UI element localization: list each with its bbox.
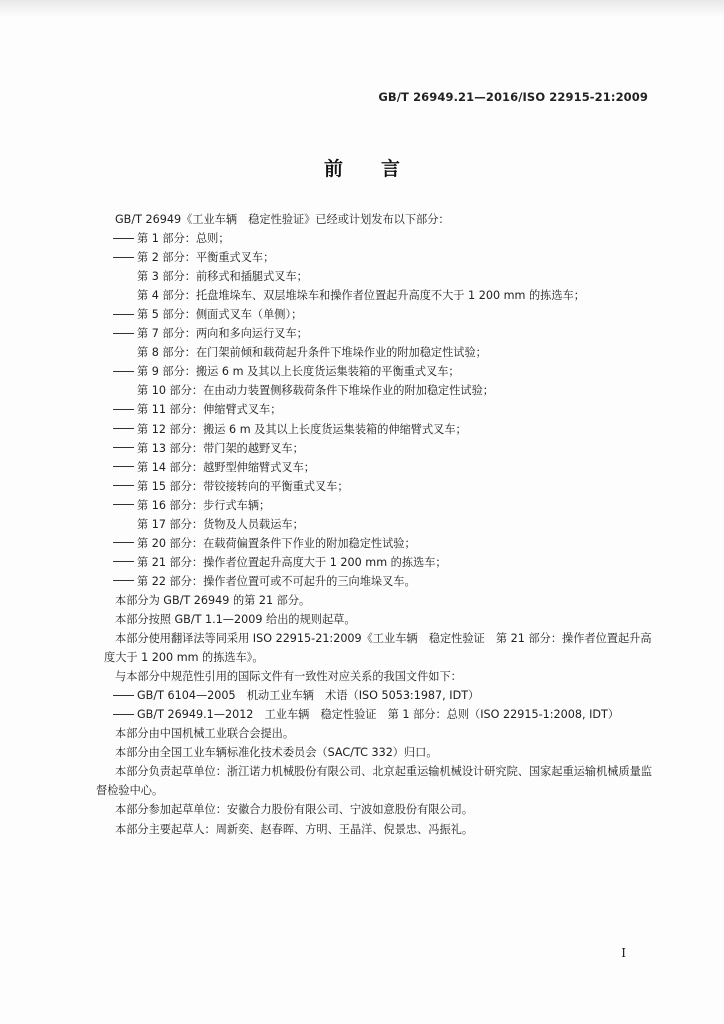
reference-item [104, 686, 652, 705]
part-list-item [104, 362, 652, 381]
part-list-item [104, 324, 652, 343]
part-list-item [104, 458, 652, 477]
dash-mark [113, 542, 134, 543]
part-list-text: 第 3 部分：前移式和插腿式叉车； [137, 270, 308, 284]
page-title: 前言 [323, 158, 438, 180]
paragraph-drafting-rules: 本部分按照 GB/T 1.1—2009 给出的规则起草。 [115, 612, 356, 626]
part-list-text: 第 15 部分：带铰接转向的平衡重式叉车； [137, 479, 349, 493]
part-list-text: 第 2 部分：平衡重式叉车； [137, 251, 275, 265]
part-list-text: 第 10 部分：在由动力装置侧移载荷条件下堆垛作业的附加稳定性试验； [137, 384, 494, 398]
paragraph-proposed-by: 本部分由中国机械工业联合会提出。 [115, 727, 295, 741]
part-list-text: 第 7 部分：两向和多向运行叉车； [137, 327, 308, 341]
dash-mark [113, 580, 134, 581]
dash-mark [113, 314, 134, 315]
reference-item [104, 705, 652, 724]
dash-mark [113, 695, 134, 696]
dash-mark [113, 238, 134, 239]
paragraph-references-intro: 与本部分中规范性引用的国际文件有一致性对应关系的我国文件如下： [115, 670, 462, 684]
dash-mark [113, 257, 134, 258]
part-list-item [104, 229, 652, 248]
dash-mark [113, 561, 134, 562]
part-list-item [104, 572, 652, 591]
part-list-text: 第 16 部分：步行式车辆； [137, 498, 271, 512]
reference-text: GB/T 26949.1—2012 工业车辆 稳定性验证 第 1 部分：总则（ISO 22915-1:2008, IDT） [137, 708, 620, 722]
part-list-text: 第 11 部分：伸缩臂式叉车； [137, 403, 282, 417]
dash-mark [113, 409, 134, 410]
part-list-text: 第 4 部分：托盘堆垛车、双层堆垛车和操作者位置起升高度不大于 1 200 mm 的拣选车； [137, 289, 585, 303]
part-list-text: 第 13 部分：带门架的越野叉车； [137, 441, 304, 455]
dash-mark [113, 714, 134, 715]
standard-code: GB/T 26949.21—2016/ISO 22915-21:2009 [378, 90, 648, 104]
part-list-item [104, 515, 652, 534]
part-list-text: 第 17 部分：货物及人员载运车； [137, 517, 304, 531]
paragraph-centralized-by: 本部分由全国工业车辆标准化技术委员会（SAC/TC 332）归口。 [115, 746, 438, 760]
intro-paragraph: GB/T 26949《工业车辆 稳定性验证》已经或计划发布以下部分： [115, 213, 450, 226]
part-list-item [104, 420, 652, 439]
paragraph-lead-drafters: 本部分负责起草单位：浙江诺力机械股份有限公司、北京起重运输机械设计研究院、国家起重运输机械质量监督检验中心。 [96, 765, 653, 798]
paragraph-main-drafters: 本部分主要起草人：周新奕、赵春晖、方明、王晶洋、倪景忠、冯振礼。 [115, 822, 474, 836]
dash-mark [113, 428, 134, 429]
part-list-text: 第 21 部分：操作者位置起升高度大于 1 200 mm 的拣选车； [137, 555, 447, 569]
scan-edge-noise [0, 0, 724, 18]
part-list-text: 第 12 部分：搬运 6 m 及其以上长度货运集装箱的伸缩臂式叉车； [137, 422, 467, 436]
part-list-item [104, 534, 652, 553]
parts-list [104, 229, 652, 591]
dash-mark [113, 504, 134, 505]
part-list-text: 第 5 部分：侧面式叉车（单侧）； [137, 308, 303, 322]
part-list-item [104, 496, 652, 515]
part-list-text: 第 8 部分：在门架前倾和载荷起升条件下堆垛作业的附加稳定性试验； [137, 346, 487, 360]
part-list-text: 第 14 部分：越野型伸缩臂式叉车； [137, 460, 315, 474]
dash-mark [113, 485, 134, 486]
dash-mark [113, 333, 134, 334]
part-list-item [104, 286, 652, 305]
part-list-item [104, 267, 652, 286]
part-list-text: 第 1 部分：总则； [137, 232, 230, 246]
page-number: I [621, 946, 626, 960]
part-list-text: 第 9 部分：搬运 6 m 及其以上长度货运集装箱的平衡重式叉车； [137, 365, 460, 379]
dash-mark [113, 447, 134, 448]
part-list-item [104, 343, 652, 362]
dash-mark [113, 466, 134, 467]
part-list-text: 第 20 部分：在载荷偏置条件下作业的附加稳定性试验； [137, 536, 416, 550]
part-list-item [104, 477, 652, 496]
foreword-body [96, 210, 653, 839]
part-list-item [104, 553, 652, 572]
part-list-text: 第 22 部分：操作者位置可或不可起升的三向堆垛叉车。 [137, 574, 416, 588]
part-list-item [104, 381, 652, 400]
dash-mark [113, 371, 134, 372]
part-list-item [104, 439, 652, 458]
paragraph-adoption: 本部分使用翻译法等同采用 ISO 22915-21:2009《工业车辆 稳定性验证 第 21 部分：操作者位置起升高度大于 1 200 mm 的拣选车》。 [104, 632, 652, 665]
paragraph-participating-drafters: 本部分参加起草单位：安徽合力股份有限公司、宁波如意股份有限公司。 [115, 803, 474, 817]
part-list-item [104, 248, 652, 267]
paragraph-part-number: 本部分为 GB/T 26949 的第 21 部分。 [115, 593, 311, 607]
part-list-item [104, 400, 652, 419]
part-list-item [104, 305, 652, 324]
reference-text: GB/T 6104—2005 机动工业车辆 术语（ISO 5053:1987, IDT） [137, 689, 480, 703]
